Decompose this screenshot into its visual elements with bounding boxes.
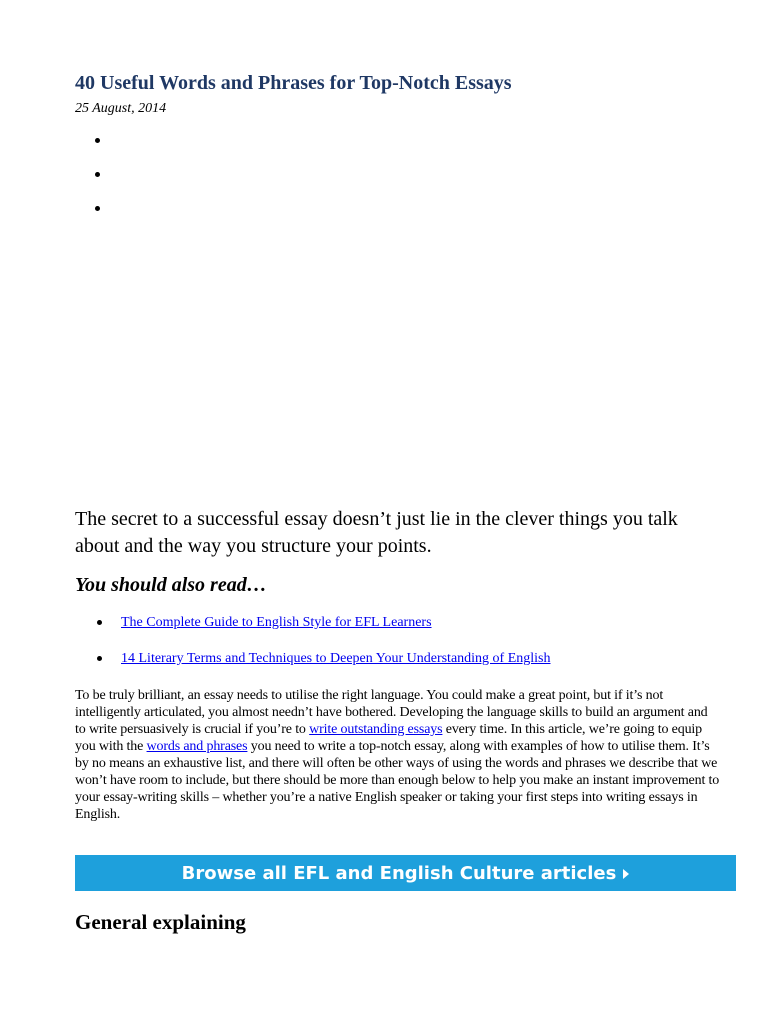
lead-paragraph: The secret to a successful essay doesn’t just lie in the clever things you talk about and the way you structure your points. [75,508,678,557]
intro-text-part2: every time. In this article, we’re going to equip you with the [75,722,703,754]
write-outstanding-essays-link[interactable]: write outstanding essays [309,722,443,737]
bullet-icon [97,656,102,661]
banner-label: Browse all EFL and English Culture articles [181,862,617,884]
bullet-icon [97,620,102,625]
bullet-icon [95,172,100,177]
list-item [97,614,551,650]
bullet-icon [95,206,100,211]
bullet-icon [95,138,100,143]
browse-articles-banner[interactable] [75,855,736,891]
also-read-heading: You should also read… [75,574,267,596]
related-article-link-style-guide[interactable]: The Complete Guide to English Style for EFL Learners [121,615,432,630]
intro-paragraph [75,687,720,823]
article-date: 25 August, 2014 [75,101,167,116]
intro-text-part3: you need to write a top-notch essay, along with examples of how to utilise them. It’s by no means an exhaustive list, and there will often be other ways of using the words and phrases we describe that we won’t have room to include, but there should be more than enough below to help you make an instant improvement to your essay-writing skills – whether you’re a native English speaker or taking your first steps into writing essays in English. [75,739,720,822]
also-read-list [97,614,551,686]
intro-text-part1: To be truly brilliant, an essay needs to utilise the right language. You could make a great point, but if it’s not intelligently articulated, you almost needn’t have bothered. Developing the language skills to build an argument and to write persuasively is crucial if you’re to [75,688,708,737]
section-heading: General explaining [75,910,246,934]
list-item [97,650,551,686]
triangle-right-icon [623,869,629,879]
article-title: 40 Useful Words and Phrases for Top-Notch Essays [75,72,512,94]
related-article-link-literary-terms[interactable]: 14 Literary Terms and Techniques to Deepen Your Understanding of English [121,651,551,666]
words-and-phrases-link[interactable]: words and phrases [146,739,248,754]
